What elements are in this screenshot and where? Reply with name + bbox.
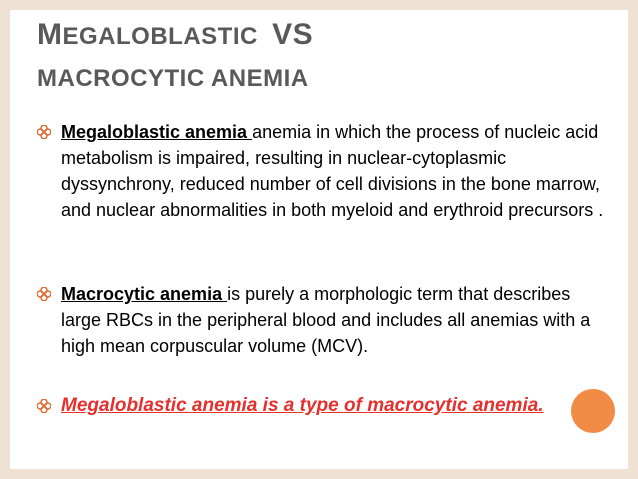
slide-border-left (0, 0, 10, 479)
flower-bullet-icon (37, 399, 51, 413)
bullet-description: anemia in which the process of nucleic acid metabolism is impaired, resulting in nuclear-cytoplasmic dyssynchrony, reduced number of cell divisions in the bone marrow, and nuclear abnormalities in both myeloid and erythroid precursors . (61, 122, 604, 220)
bullet-description: is purely a morphologic term that describes large RBCs in the peripheral blood and includes all anemias with a high mean corpuscular volume (MCV). (61, 284, 591, 356)
bullet-text (61, 281, 612, 359)
decorative-orange-circle (571, 389, 615, 433)
bullet-conclusion-text: Megaloblastic anemia is a type of macrocytic anemia. (61, 395, 544, 416)
bullet-macrocytic-definition (37, 281, 612, 359)
bullet-term: Megaloblastic anemia (61, 122, 253, 142)
title-word-megaloblastic: EGALOBLASTIC (62, 23, 258, 50)
flower-bullet-icon (37, 287, 51, 301)
bullet-term: Macrocytic anemia (61, 284, 228, 304)
slide-border-bottom (0, 469, 638, 479)
bullet-megaloblastic-definition (37, 119, 612, 223)
title-line-1 (37, 20, 313, 50)
title-gap (258, 23, 272, 50)
slide-border-top (0, 0, 638, 10)
title-vs: VS (272, 18, 314, 51)
title-initial: M (37, 18, 63, 51)
title-line-2: MACROCYTIC ANEMIA (37, 65, 309, 92)
bullet-text (61, 119, 612, 223)
slide-border-right (628, 0, 638, 479)
bullet-conclusion (37, 393, 612, 419)
flower-bullet-icon (37, 125, 51, 139)
